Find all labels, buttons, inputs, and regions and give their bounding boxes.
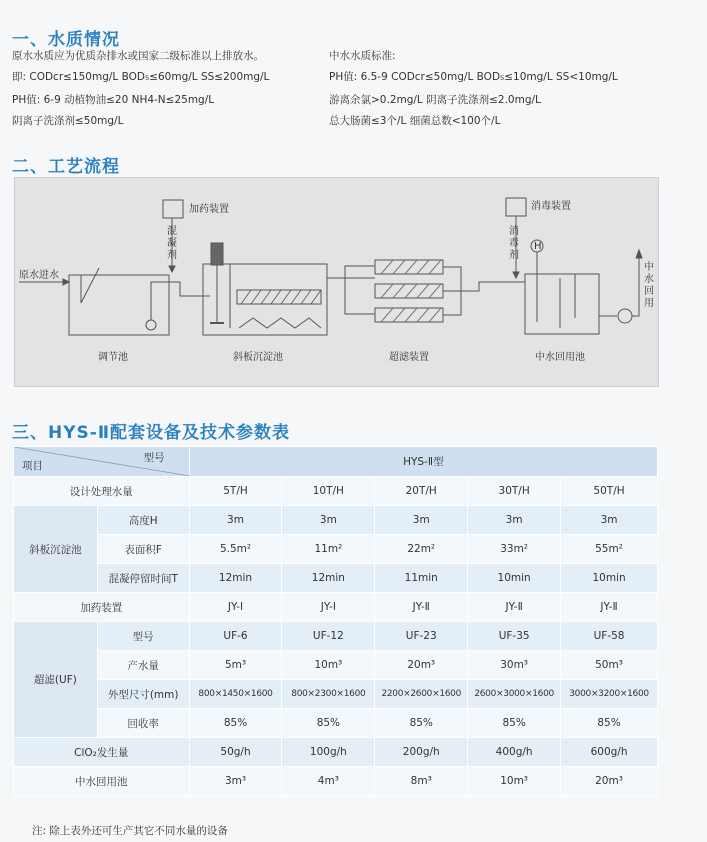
table-cell: 55m² bbox=[561, 535, 658, 564]
table-cell: 50T/H bbox=[561, 477, 658, 506]
header-diagonal-cell bbox=[14, 447, 190, 477]
row-label: 产水量 bbox=[97, 651, 189, 680]
reclaimed-line-3: 游离余氯>0.2mg/L 阴离子洗涤剂≤2.0mg/L bbox=[329, 94, 541, 106]
table-cell: UF-23 bbox=[375, 622, 468, 651]
table-cell: UF-58 bbox=[561, 622, 658, 651]
table-row bbox=[14, 564, 658, 593]
disinfection-label: 消毒装置 bbox=[531, 201, 571, 212]
table-cell: 85% bbox=[561, 709, 658, 738]
row-label: 混凝停留时间T bbox=[97, 564, 189, 593]
table-cell: 800×2300×1600 bbox=[282, 680, 375, 709]
disinfectant-char-1: 消 bbox=[509, 226, 519, 237]
row-label: 高度H bbox=[97, 506, 189, 535]
process-flow-diagram bbox=[14, 177, 659, 387]
reuse-char-4: 用 bbox=[644, 298, 654, 309]
inclined-tank-label: 斜板沉淀池 bbox=[233, 352, 283, 363]
table-cell: 85% bbox=[189, 709, 282, 738]
lift-pump bbox=[146, 320, 156, 330]
table-row bbox=[14, 651, 658, 680]
mixer-motor bbox=[211, 243, 223, 265]
table-cell: 5.5m² bbox=[189, 535, 282, 564]
table-cell: 10min bbox=[561, 564, 658, 593]
table-cell: 800×1450×1600 bbox=[189, 680, 282, 709]
row-label: 表面积F bbox=[97, 535, 189, 564]
table-cell: 85% bbox=[468, 709, 561, 738]
table-cell: 11min bbox=[375, 564, 468, 593]
equalization-tank-shape bbox=[69, 275, 169, 335]
table-header-row bbox=[14, 447, 658, 477]
disinfectant-char-2: 毒 bbox=[509, 238, 519, 249]
uf-inlet-manifold bbox=[327, 266, 375, 314]
table-cell: 3m bbox=[561, 506, 658, 535]
reuse-riser bbox=[632, 256, 639, 316]
coagulant-char-2: 凝 bbox=[167, 238, 177, 249]
disinfection-device-box bbox=[506, 198, 526, 216]
section-water-quality-title: 一、水质情况 bbox=[12, 30, 120, 50]
table-cell: 50m³ bbox=[561, 651, 658, 680]
reuse-tank-label: 中水回用池 bbox=[535, 352, 585, 363]
footnote: 注: 除上表外还可生产其它不同水量的设备 bbox=[32, 825, 228, 837]
disinfectant-char-3: 剂 bbox=[509, 250, 519, 261]
row-label: 加药装置 bbox=[14, 593, 190, 622]
table-cell: 30m³ bbox=[468, 651, 561, 680]
table-cell: 200g/h bbox=[375, 738, 468, 767]
table-cell: 3m³ bbox=[189, 767, 282, 796]
table-cell: 20m³ bbox=[375, 651, 468, 680]
row-label: 回收率 bbox=[97, 709, 189, 738]
section-spec-title: 三、HYS-Ⅱ配套设备及技术参数表 bbox=[12, 423, 291, 443]
section-process-title: 二、工艺流程 bbox=[12, 157, 120, 177]
raw-water-line-1: 原水水质应为优质杂排水或国家二级标准以上排放水。 bbox=[12, 50, 264, 62]
coagulant-char-1: 混 bbox=[167, 226, 177, 237]
reuse-arrow bbox=[636, 250, 642, 258]
table-cell: 5m³ bbox=[189, 651, 282, 680]
raw-water-line-4: 阴离子洗涤剂≤50mg/L bbox=[12, 115, 124, 127]
table-cell: 10min bbox=[468, 564, 561, 593]
group-label-inclined: 斜板沉淀池 bbox=[14, 506, 98, 593]
table-cell: 85% bbox=[375, 709, 468, 738]
table-cell: 11m² bbox=[282, 535, 375, 564]
coagulant-char-3: 剂 bbox=[167, 250, 177, 261]
tank-transfer-pipe bbox=[151, 282, 210, 320]
table-cell: 50g/h bbox=[189, 738, 282, 767]
reuse-char-1: 中 bbox=[644, 262, 654, 273]
table-cell: 12min bbox=[189, 564, 282, 593]
reclaimed-line-2: PH值: 6.5-9 CODcr≤50mg/L BOD₅≤10mg/L SS<10mg/L bbox=[329, 71, 618, 83]
table-cell: 5T/H bbox=[189, 477, 282, 506]
reuse-char-3: 回 bbox=[644, 286, 654, 297]
table-row bbox=[14, 477, 658, 506]
spec-table bbox=[13, 446, 658, 796]
table-cell: UF-12 bbox=[282, 622, 375, 651]
reuse-char-2: 水 bbox=[644, 274, 654, 285]
table-cell: JY-Ⅰ bbox=[282, 593, 375, 622]
reuse-pump bbox=[618, 309, 632, 323]
header-item-label: 项目 bbox=[22, 460, 43, 472]
raw-inlet-label: 原水进水 bbox=[19, 270, 59, 281]
row-label: ClO₂发生量 bbox=[14, 738, 190, 767]
uf-outlet-manifold bbox=[443, 267, 525, 315]
row-label: 设计处理水量 bbox=[14, 477, 190, 506]
uf-unit-label: 超滤装置 bbox=[389, 352, 429, 363]
dosing-arrow bbox=[169, 266, 175, 272]
table-cell: 85% bbox=[282, 709, 375, 738]
level-meter-letter: H bbox=[534, 241, 542, 252]
process-flow-svg bbox=[15, 178, 658, 386]
table-cell: 20T/H bbox=[375, 477, 468, 506]
row-label: 外型尺寸(mm) bbox=[97, 680, 189, 709]
table-cell: 3m bbox=[375, 506, 468, 535]
table-cell: 3m bbox=[282, 506, 375, 535]
dosing-device-box bbox=[163, 200, 183, 218]
table-cell: JY-Ⅱ bbox=[375, 593, 468, 622]
table-cell: 3000×3200×1600 bbox=[561, 680, 658, 709]
group-label-uf: 超滤(UF) bbox=[14, 622, 98, 738]
header-series-label: HYS-Ⅱ型 bbox=[189, 447, 657, 477]
table-cell: 10T/H bbox=[282, 477, 375, 506]
table-cell: 20m³ bbox=[561, 767, 658, 796]
row-label: 中水回用池 bbox=[14, 767, 190, 796]
table-cell: 8m³ bbox=[375, 767, 468, 796]
table-row bbox=[14, 622, 658, 651]
table-row bbox=[14, 738, 658, 767]
table-cell: 400g/h bbox=[468, 738, 561, 767]
sludge-hoppers bbox=[239, 318, 321, 328]
table-cell: 3m bbox=[189, 506, 282, 535]
table-cell: 10m³ bbox=[468, 767, 561, 796]
table-row bbox=[14, 680, 658, 709]
reclaimed-line-1: 中水水质标准: bbox=[329, 50, 396, 62]
header-model-label: 型号 bbox=[143, 452, 165, 464]
table-row bbox=[14, 506, 658, 535]
table-row bbox=[14, 709, 658, 738]
table-cell: 33m² bbox=[468, 535, 561, 564]
table-cell: JY-Ⅱ bbox=[468, 593, 561, 622]
table-cell: 22m² bbox=[375, 535, 468, 564]
equalization-tank-label: 调节池 bbox=[98, 352, 128, 363]
table-cell: 10m³ bbox=[282, 651, 375, 680]
table-cell: UF-35 bbox=[468, 622, 561, 651]
dosing-label: 加药装置 bbox=[189, 204, 229, 215]
reclaimed-line-4: 总大肠菌≤3个/L 细菌总数<100个/L bbox=[329, 115, 501, 127]
row-label: 型号 bbox=[97, 622, 189, 651]
inclined-tank-shape bbox=[203, 264, 327, 335]
table-cell: 30T/H bbox=[468, 477, 561, 506]
table-cell: 100g/h bbox=[282, 738, 375, 767]
raw-water-line-3: PH值: 6-9 动植物油≤20 NH4-N≤25mg/L bbox=[12, 94, 215, 106]
table-cell: 4m³ bbox=[282, 767, 375, 796]
inlet-arrow bbox=[63, 279, 69, 285]
table-cell: 12min bbox=[282, 564, 375, 593]
table-cell: 2600×3000×1600 bbox=[468, 680, 561, 709]
reuse-tank-shape bbox=[525, 274, 599, 334]
disinfection-arrow bbox=[513, 272, 519, 278]
table-cell: 2200×2600×1600 bbox=[375, 680, 468, 709]
table-row bbox=[14, 593, 658, 622]
table-row bbox=[14, 767, 658, 796]
table-cell: JY-Ⅱ bbox=[561, 593, 658, 622]
table-cell: 600g/h bbox=[561, 738, 658, 767]
raw-water-line-2: 即: CODcr≤150mg/L BOD₅≤60mg/L SS≤200mg/L bbox=[12, 71, 270, 83]
table-cell: JY-Ⅰ bbox=[189, 593, 282, 622]
table-cell: UF-6 bbox=[189, 622, 282, 651]
table-row bbox=[14, 535, 658, 564]
table-cell: 3m bbox=[468, 506, 561, 535]
inlet-weir bbox=[81, 268, 99, 303]
